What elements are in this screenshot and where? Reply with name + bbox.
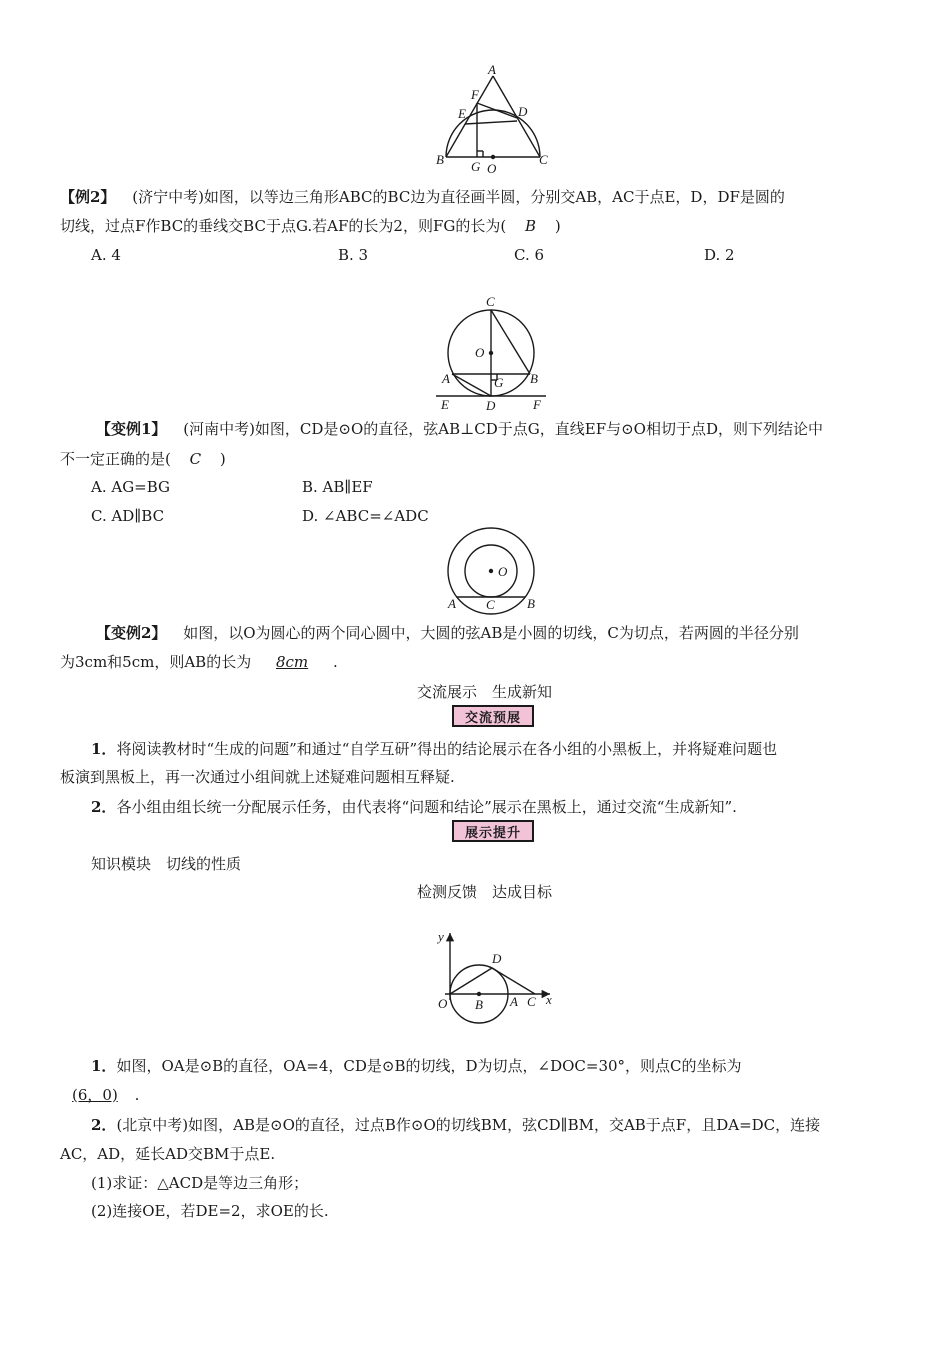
fig1-label-C: C: [539, 152, 548, 167]
variant-2-answer: 8cm: [275, 653, 309, 671]
variant-2-tag: 【变例2】: [96, 624, 167, 642]
fig2-label-G: G: [494, 375, 504, 390]
fig2-label-A: A: [442, 371, 450, 386]
variant-1-close: ): [219, 450, 226, 468]
fig2-label-F: F: [533, 397, 541, 412]
fig4-label-A: A: [510, 994, 518, 1009]
variant-1-tag: 【变例1】: [96, 420, 167, 438]
fig4-label-y: y: [438, 929, 444, 944]
fig1-label-G: G: [471, 159, 481, 174]
example-2-option-b: B. 3: [338, 246, 369, 264]
fig2-label-E: E: [441, 397, 449, 412]
example-2-option-a: A. 4: [91, 246, 121, 264]
list1-item1-num: 1．: [91, 740, 117, 758]
fig4-label-C: C: [527, 994, 536, 1009]
knowledge-module: 知识模块 切线的性质: [91, 855, 242, 873]
variant-2-text2: 为3cm和5cm，则AB的长为: [60, 653, 252, 671]
fig4-label-x: x: [546, 992, 552, 1007]
question-1-line1: [91, 1055, 742, 1076]
list1-item1-line2: 板演到黑板上，再一次通过小组间就上述疑难问题相互释疑.: [60, 768, 455, 786]
question-2-text1: (北京中考)如图，AB是⊙O的直径，过点B作⊙O的切线BM，弦CD∥BM，交AB于点F，且DA=DC，连接: [116, 1116, 821, 1134]
stamp-show-improve: 展示提升: [452, 820, 534, 842]
fig2-label-O: O: [475, 345, 485, 360]
list1-item2-text: 各小组由组长统一分配展示任务，由代表将“问题和结论”展示在黑板上，通过交流“生成新知”.: [116, 798, 737, 816]
section-title-exchange: 交流展示 生成新知: [417, 683, 553, 701]
variant-1-text1: (河南中考)如图，CD是⊙O的直径，弦AB⊥CD于点G，直线EF与⊙O相切于点D，则下列结论中: [183, 420, 823, 438]
example-2-option-d: D. 2: [704, 246, 735, 264]
fig1-label-D: D: [518, 104, 528, 119]
variant-1-option-b: B. AB∥EF: [302, 478, 373, 496]
question-2-line2: AC，AD，延长AD交BM于点E.: [60, 1145, 276, 1163]
fig1-label-O: O: [487, 161, 497, 176]
variant-1-answer: C: [189, 450, 202, 468]
question-2-sub2: (2)连接OE，若DE=2，求OE的长.: [91, 1202, 329, 1220]
fig3-label-C: C: [486, 597, 495, 612]
example-2-close: ): [554, 217, 561, 235]
fig1-label-B: B: [436, 152, 444, 167]
example-2-answer: B: [525, 217, 537, 235]
question-1-answer: (6，0): [72, 1086, 118, 1104]
variant-2-end: .: [332, 653, 338, 671]
question-1-line2: [60, 1084, 139, 1105]
fig4-label-B: B: [475, 997, 483, 1012]
variant-2-text1: 如图，以O为圆心的两个同心圆中，大圆的弦AB是小圆的切线，C为切点，若两圆的半径分别: [183, 624, 799, 642]
variant-1-option-d: D. ∠ABC=∠ADC: [302, 507, 429, 525]
example-2-text1: (济宁中考)如图，以等边三角形ABC的BC边为直径画半圆，分别交AB，AC于点E，D，DF是圆的: [132, 188, 785, 206]
fig3-label-O: O: [498, 564, 508, 579]
fig2-label-C: C: [486, 294, 495, 309]
fig2-label-D: D: [486, 398, 496, 413]
fig1-label-E: E: [458, 106, 466, 121]
fig3-label-B: B: [527, 596, 535, 611]
example-2-text2: 切线，过点F作BC的垂线交BC于点G.若AF的长为2，则FG的长为(: [60, 217, 507, 235]
list1-item1-text: 将阅读教材时“生成的问题”和通过“自学互研”得出的结论展示在各小组的小黑板上，并将疑难问题也: [116, 740, 778, 758]
question-1-num: 1．: [91, 1057, 117, 1075]
variant-1-text2: 不一定正确的是(: [60, 450, 171, 468]
fig1-label-F: F: [471, 87, 479, 102]
variant-1-option-c: C. AD∥BC: [91, 507, 165, 525]
question-1-text: 如图，OA是⊙B的直径，OA=4，CD是⊙B的切线，D为切点，∠DOC=30°，则点C的坐标为: [116, 1057, 742, 1075]
question-1-end: .: [134, 1086, 140, 1104]
fig4-label-D: D: [492, 951, 502, 966]
fig1-label-A: A: [488, 62, 496, 77]
fig3-label-A: A: [448, 596, 456, 611]
fig4-label-O: O: [438, 996, 448, 1011]
question-2-sub1: (1)求证：△ACD是等边三角形；: [91, 1174, 309, 1192]
question-2-num: 2．: [91, 1116, 117, 1134]
example-2-tag: 【例2】: [60, 188, 116, 206]
example-2-option-c: C. 6: [514, 246, 545, 264]
fig2-label-B: B: [530, 371, 538, 386]
variant-1-option-a: A. AG=BG: [91, 478, 171, 496]
question-2-line1: [91, 1114, 820, 1135]
section-title-feedback: 检测反馈 达成目标: [417, 883, 553, 901]
stamp-exchange-preview: 交流预展: [452, 705, 534, 727]
list1-item2-num: 2．: [91, 798, 117, 816]
